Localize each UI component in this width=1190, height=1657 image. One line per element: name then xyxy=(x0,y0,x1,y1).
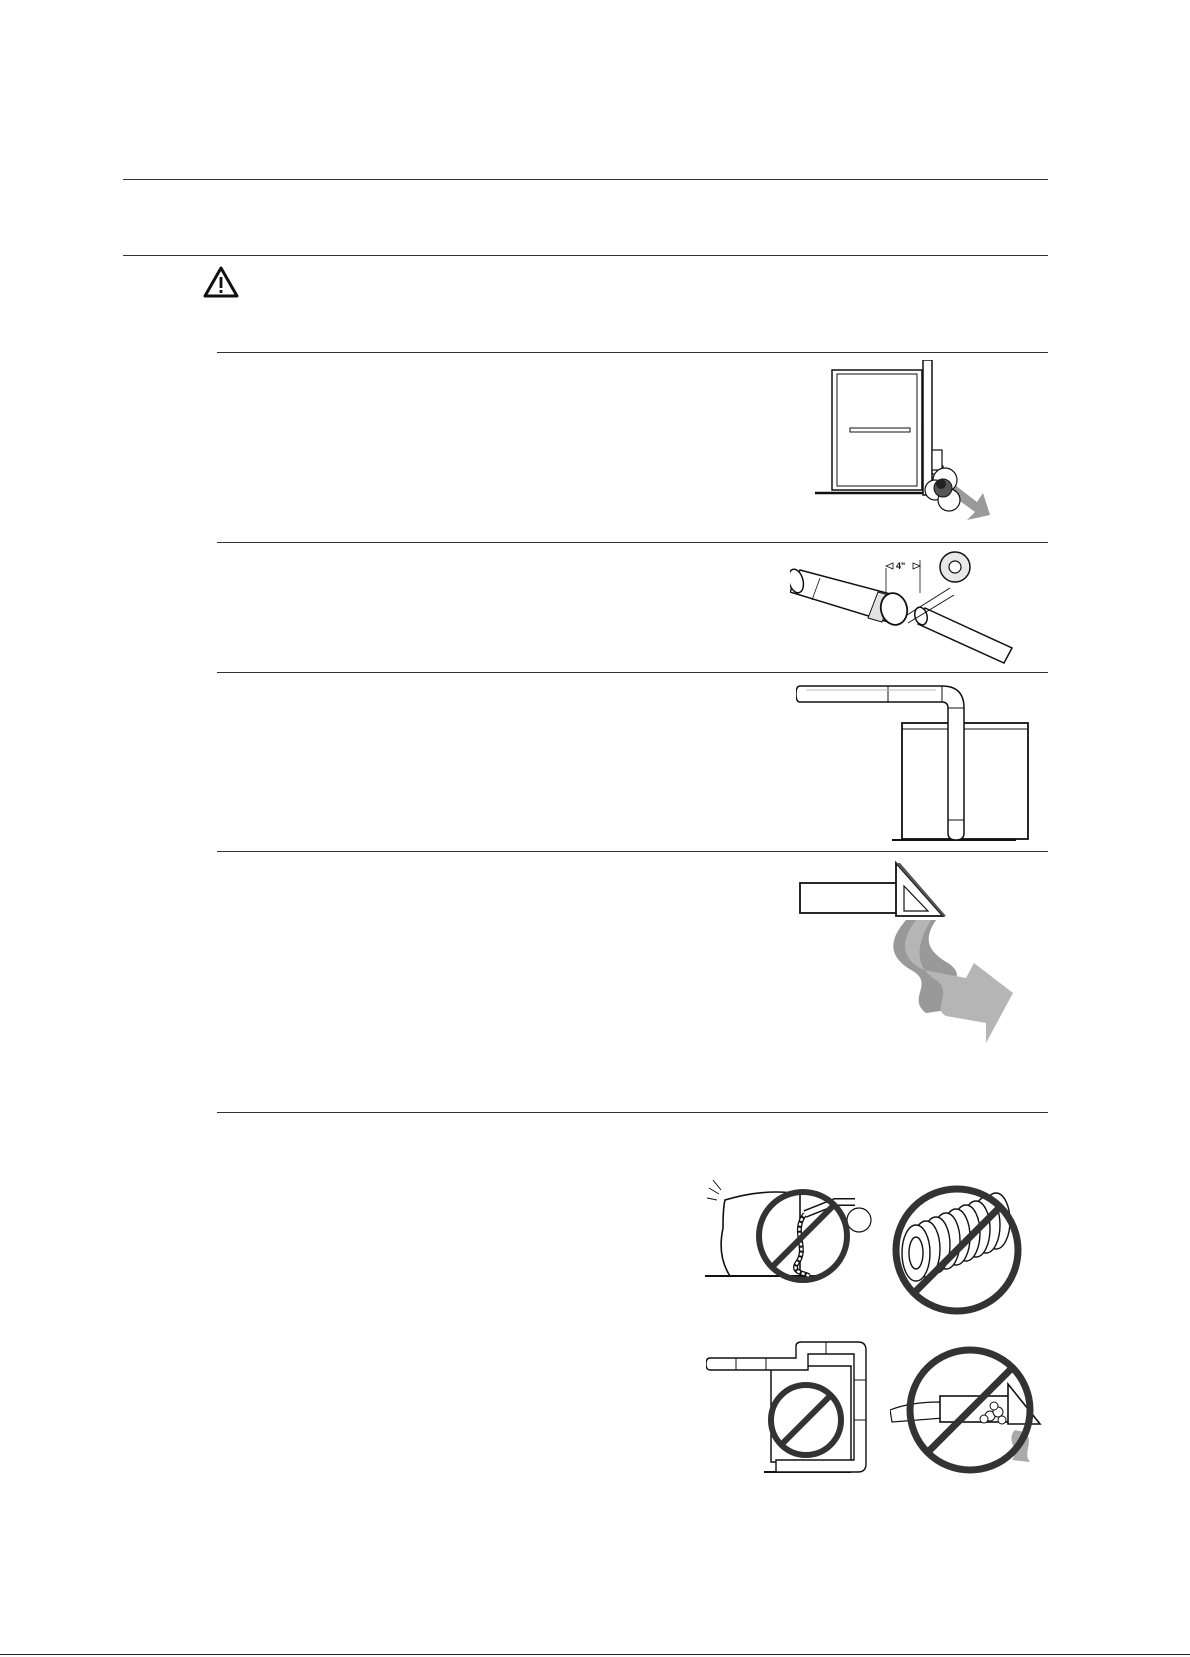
footer-rule xyxy=(0,1654,1190,1655)
header-rule xyxy=(123,255,1048,256)
no-blocked-exhaust-hood-icon xyxy=(890,1340,1050,1475)
duct-routing-icon xyxy=(796,680,1036,845)
warning-triangle-icon xyxy=(203,266,239,298)
no-crushed-flexible-duct-icon xyxy=(705,1178,880,1283)
no-foil-flexible-duct-icon xyxy=(890,1183,1025,1318)
dryer-exhaust-outlet-icon xyxy=(815,360,1015,530)
no-long-duct-run-icon xyxy=(706,1340,876,1475)
section-rule xyxy=(217,352,1048,353)
section-rule xyxy=(217,1112,1048,1113)
duct-gap-label: 4" xyxy=(896,561,906,571)
exhaust-hood-icon xyxy=(796,858,1026,1043)
section-rule xyxy=(217,672,1048,673)
top-rule xyxy=(123,179,1048,180)
section-rule xyxy=(217,851,1048,852)
duct-tape-joint-icon xyxy=(790,548,1020,668)
section-rule xyxy=(217,542,1048,543)
